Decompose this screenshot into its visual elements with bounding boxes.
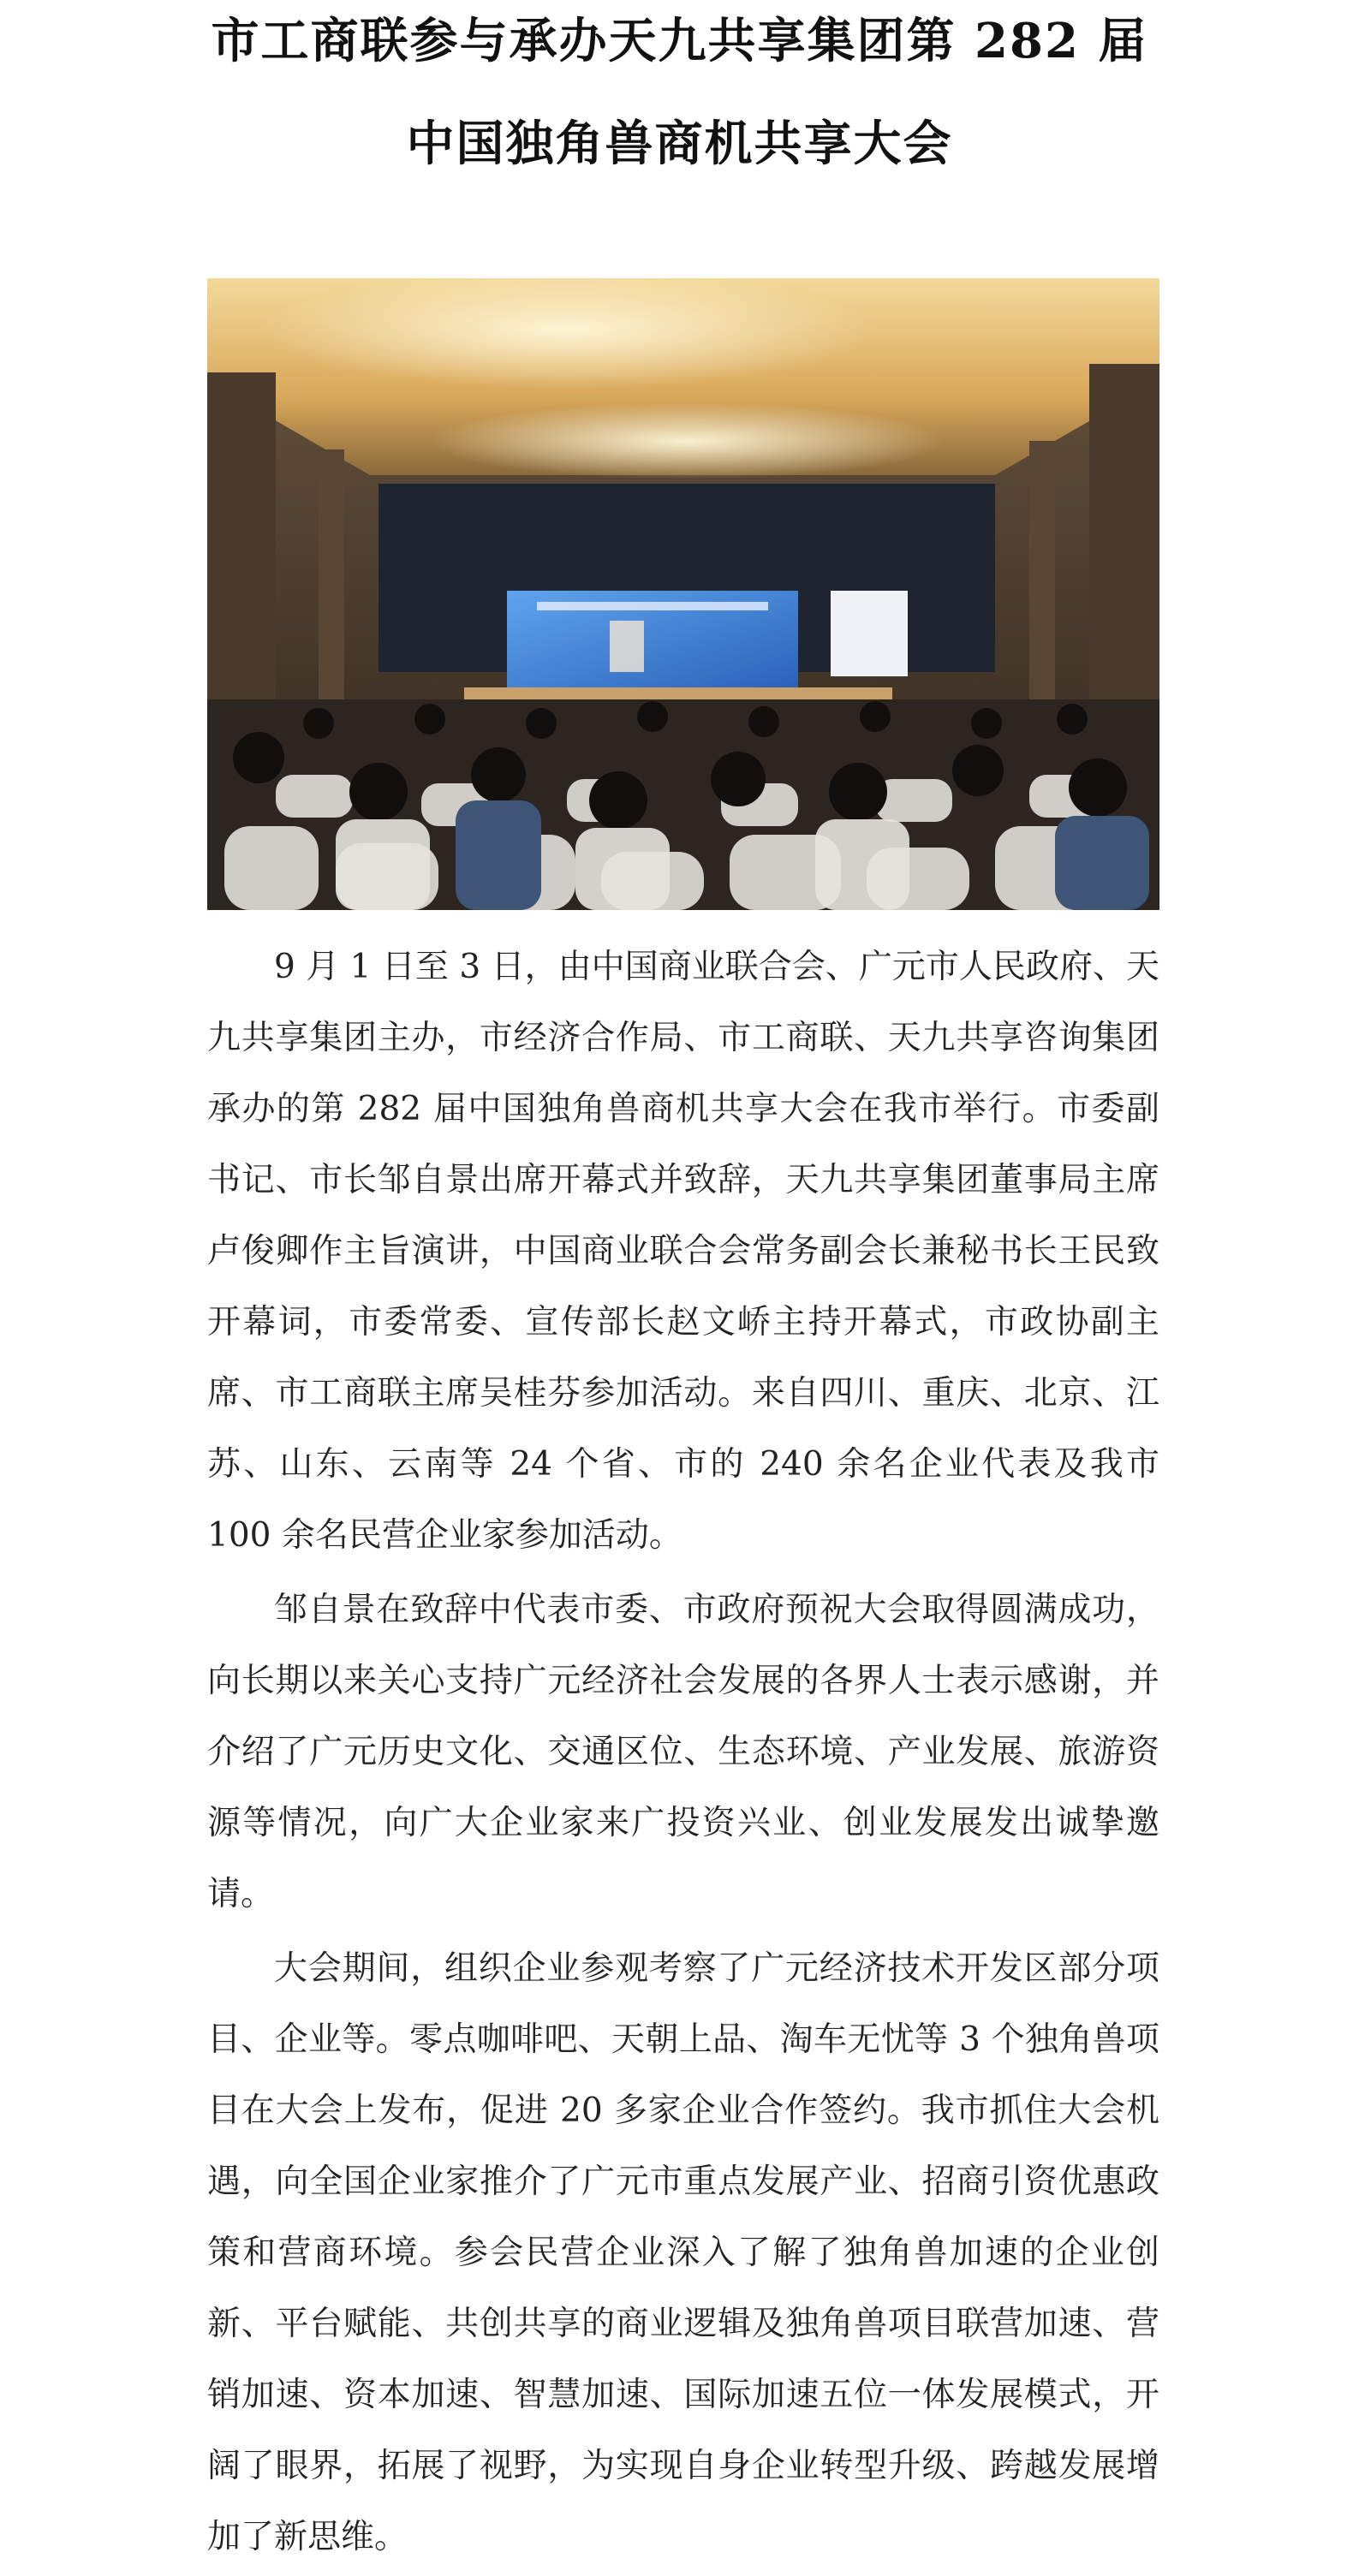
conference-hall-photo xyxy=(207,278,1159,910)
article-body xyxy=(207,931,1159,2576)
article-paragraph: 9 月 1 日至 3 日，由中国商业联合会、广元市人民政府、天九共享集团主办，市经济合作局、市工商联、天九共享咨询集团承办的第 282 届中国独角兽商机共享大会在我市举行。市委副书记、市长邹自景出席开幕式并致辞，天九共享集团董事局主席卢俊卿作主旨演讲，中国商业联合会常务副会长兼秘书长王民致开幕词，市委常委、宣传部长赵文峤主持开幕式，市政协副主席、市工商联主席吴桂芬参加活动。来自四川、重庆、北京、江苏、山东、云南等 24 个省、市的 240 余名企业代表及我市 100 余名民营企业家参加活动。 xyxy=(207,948,1159,1555)
article-paragraph: 邹自景在致辞中代表市委、市政府预祝大会取得圆满成功，向长期以来关心支持广元经济社会发展的各界人士表示感谢，并介绍了广元历史文化、交通区位、生态环境、产业发展、旅游资源等情况，向广大企业家来广投资兴业、创业发展发出诚挚邀请。 xyxy=(207,1591,1159,1913)
headline-line-2: 中国独角兽商机共享大会 xyxy=(406,116,953,172)
headline-line-1: 市工商联参与承办天九共享集团第 282 届 xyxy=(211,13,1148,69)
article-paragraph: 大会期间，组织企业参观考察了广元经济技术开发区部分项目、企业等。零点咖啡吧、天朝上品、淘车无忧等 3 个独角兽项目在大会上发布，促进 20 多家企业合作签约。我市抓住大会机遇，向全国企业家推介了广元市重点发展产业、招商引资优惠政策和营商环境。参会民营企业深入了解了独角兽加速的企业创新、平台赋能、共创共享的商业逻辑及独角兽项目联营加速、营销加速、资本加速、智慧加速、国际加速五位一体发展模式，开阔了眼界，拓展了视野，为实现自身企业转型升级、跨越发展增加了新思维。 xyxy=(207,1949,1159,2556)
